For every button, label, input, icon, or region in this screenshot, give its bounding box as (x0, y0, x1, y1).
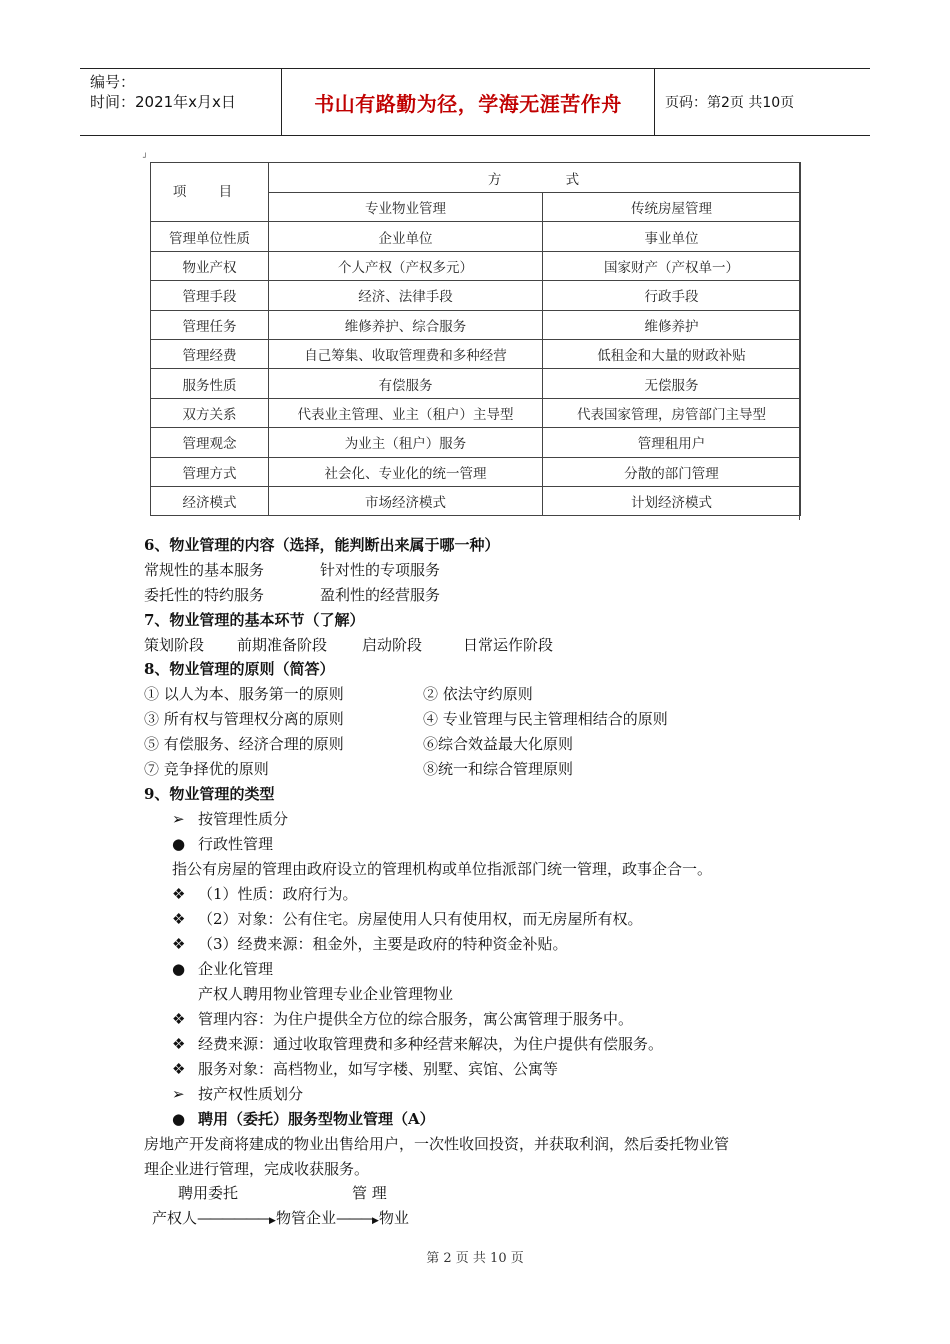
bullet-line: ❖ （1）性质：政府行为。 (172, 885, 358, 903)
row-col-a: 经济、法律手段 (269, 281, 543, 310)
enterprise-description: 产权人聘用物业管理专业企业管理物业 (198, 985, 454, 1003)
row-label: 管理方式 (151, 457, 269, 486)
flow-label-hire: 聘用委托 (178, 1184, 239, 1202)
table-row (151, 281, 801, 310)
row-label: 经济模式 (151, 486, 269, 515)
bullet-line: ➢ 按管理性质分 (172, 810, 289, 828)
row-label: 双方关系 (151, 398, 269, 427)
item-header: 项 目 (151, 163, 269, 222)
flow-owner: 产权人 (152, 1209, 198, 1227)
table-row (151, 457, 801, 486)
table-row (151, 251, 801, 280)
row-col-a: 企业单位 (269, 222, 543, 251)
content-item: 委托性的特约服务 (144, 586, 265, 604)
diamond-bullet-icon: ❖ (172, 1060, 186, 1078)
row-col-b: 代表国家管理，房管部门主导型 (543, 398, 801, 427)
row-col-b: 无偿服务 (543, 369, 801, 398)
flow-label-manage: 管 理 (352, 1184, 387, 1202)
table-anchor-mark: ┘ (143, 153, 148, 162)
dot-bullet-icon: ● (172, 1110, 186, 1128)
section-9-title: 9、物业管理的类型 (144, 785, 275, 803)
principle-item: ① 以人为本、服务第一的原则 (144, 685, 344, 703)
arrow-right-icon: ▶ (269, 1216, 276, 1226)
hire-description-line2: 理企业进行管理，完成收获服务。 (144, 1160, 370, 1178)
row-col-a: 代表业主管理、业主（租户）主导型 (269, 398, 543, 427)
row-col-b: 事业单位 (543, 222, 801, 251)
row-label: 物业产权 (151, 251, 269, 280)
principle-item: ⑥综合效益最大化原则 (423, 735, 574, 753)
arrow-bullet-icon: ➢ (172, 1085, 185, 1103)
arrow-right-icon: ▶ (371, 1216, 379, 1226)
flow-property: 物业 (378, 1209, 409, 1227)
row-label: 管理经费 (151, 339, 269, 368)
flow-arrow-line: ——— (335, 1209, 372, 1227)
table-row (151, 486, 801, 515)
table-right-border (799, 162, 800, 520)
stage-item: 策划阶段 (144, 636, 205, 654)
row-col-b: 分散的部门管理 (543, 457, 801, 486)
table-row (151, 369, 801, 398)
bullet-line: ❖ （2）对象：公有住宅。房屋使用人只有使用权，而无房屋所有权。 (172, 910, 643, 928)
principle-item: ④ 专业管理与民主管理相结合的原则 (423, 710, 668, 728)
section-7-title: 7、物业管理的基本环节（了解） (144, 611, 365, 629)
time-label: 时间：2021年x月x日 (90, 93, 236, 111)
bullet-line: ● 聘用（委托）服务型物业管理（A） (172, 1110, 435, 1128)
page-header (80, 68, 870, 136)
bullet-line: ❖ 服务对象：高档物业，如写字楼、别墅、宾馆、公寓等 (172, 1060, 559, 1078)
row-col-b: 计划经济模式 (543, 486, 801, 515)
principle-item: ③ 所有权与管理权分离的原则 (144, 710, 344, 728)
diamond-bullet-icon: ❖ (172, 885, 186, 903)
flow-company: 物管企业 (275, 1209, 336, 1227)
bullet-line: ● 企业化管理 (172, 960, 274, 978)
row-col-a: 为业主（租户）服务 (269, 428, 543, 457)
row-col-a: 有偿服务 (269, 369, 543, 398)
row-col-b: 管理租用户 (543, 428, 801, 457)
principle-item: ② 依法守约原则 (423, 685, 533, 703)
bullet-line: ● 行政性管理 (172, 835, 274, 853)
hire-description-line1: 房地产开发商将建成的物业出售给用户，一次性收回投资，并获取利润，然后委托物业管 (144, 1135, 730, 1153)
principle-item: ⑤ 有偿服务、经济合理的原则 (144, 735, 344, 753)
row-label: 管理观念 (151, 428, 269, 457)
number-label: 编号： (90, 73, 136, 91)
content-item: 盈利性的经营服务 (320, 586, 441, 604)
principle-item: ⑧统一和综合管理原则 (423, 760, 574, 778)
stage-item: 日常运作阶段 (463, 636, 554, 654)
bullet-line: ➢ 按产权性质划分 (172, 1085, 304, 1103)
row-col-b: 维修养护 (543, 310, 801, 339)
flow-arrow-line: —————— (197, 1209, 270, 1227)
row-label: 管理单位性质 (151, 222, 269, 251)
mode-header: 方 式 (269, 163, 801, 193)
content-item: 常规性的基本服务 (144, 561, 265, 579)
content-item: 针对性的专项服务 (320, 561, 441, 579)
comparison-table (150, 162, 801, 516)
dot-bullet-icon: ● (172, 960, 186, 978)
header-page-label: 页码：第2页 共10页 (665, 95, 795, 111)
table-row (151, 428, 801, 457)
row-col-a: 维修养护、综合服务 (269, 310, 543, 339)
stage-item: 启动阶段 (362, 636, 423, 654)
stage-item: 前期准备阶段 (237, 636, 328, 654)
diamond-bullet-icon: ❖ (172, 935, 186, 953)
col-b-header: 传统房屋管理 (543, 193, 801, 222)
row-label: 管理手段 (151, 281, 269, 310)
col-a-header: 专业物业管理 (269, 193, 543, 222)
row-label: 管理任务 (151, 310, 269, 339)
table-row (151, 339, 801, 368)
table-row (151, 222, 801, 251)
bullet-line: ❖ 管理内容：为住户提供全方位的综合服务，寓公寓管理于服务中。 (172, 1010, 634, 1028)
row-label: 服务性质 (151, 369, 269, 398)
diamond-bullet-icon: ❖ (172, 1010, 186, 1028)
row-col-b: 国家财产（产权单一） (543, 251, 801, 280)
bullet-line: ❖ （3）经费来源：租金外，主要是政府的特种资金补贴。 (172, 935, 568, 953)
flow-diagram (152, 1208, 409, 1231)
header-motto: 书山有路勤为径，学海无涯苦作舟 (281, 69, 655, 135)
bullet-line: ❖ 经费来源：通过收取管理费和多种经营来解决，为住户提供有偿服务。 (172, 1035, 664, 1053)
row-col-a: 社会化、专业化的统一管理 (269, 457, 543, 486)
dot-bullet-icon: ● (172, 835, 186, 853)
diamond-bullet-icon: ❖ (172, 1035, 186, 1053)
section-8-title: 8、物业管理的原则（简答） (144, 660, 335, 678)
row-col-a: 自己筹集、收取管理费和多种经营 (269, 339, 543, 368)
row-col-b: 行政手段 (543, 281, 801, 310)
section-6-title: 6、物业管理的内容（选择，能判断出来属于哪一种） (144, 536, 500, 554)
table-row (151, 398, 801, 427)
header-meta (80, 69, 281, 135)
row-col-b: 低租金和大量的财政补贴 (543, 339, 801, 368)
row-col-a: 个人产权（产权多元） (269, 251, 543, 280)
admin-description: 指公有房屋的管理由政府设立的管理机构或单位指派部门统一管理，政事企合一。 (172, 860, 713, 878)
table-row (151, 310, 801, 339)
row-col-a: 市场经济模式 (269, 486, 543, 515)
principle-item: ⑦ 竞争择优的原则 (144, 760, 269, 778)
page-footer: 第 2 页 共 10 页 (426, 1251, 524, 1266)
arrow-bullet-icon: ➢ (172, 810, 185, 828)
diamond-bullet-icon: ❖ (172, 910, 186, 928)
